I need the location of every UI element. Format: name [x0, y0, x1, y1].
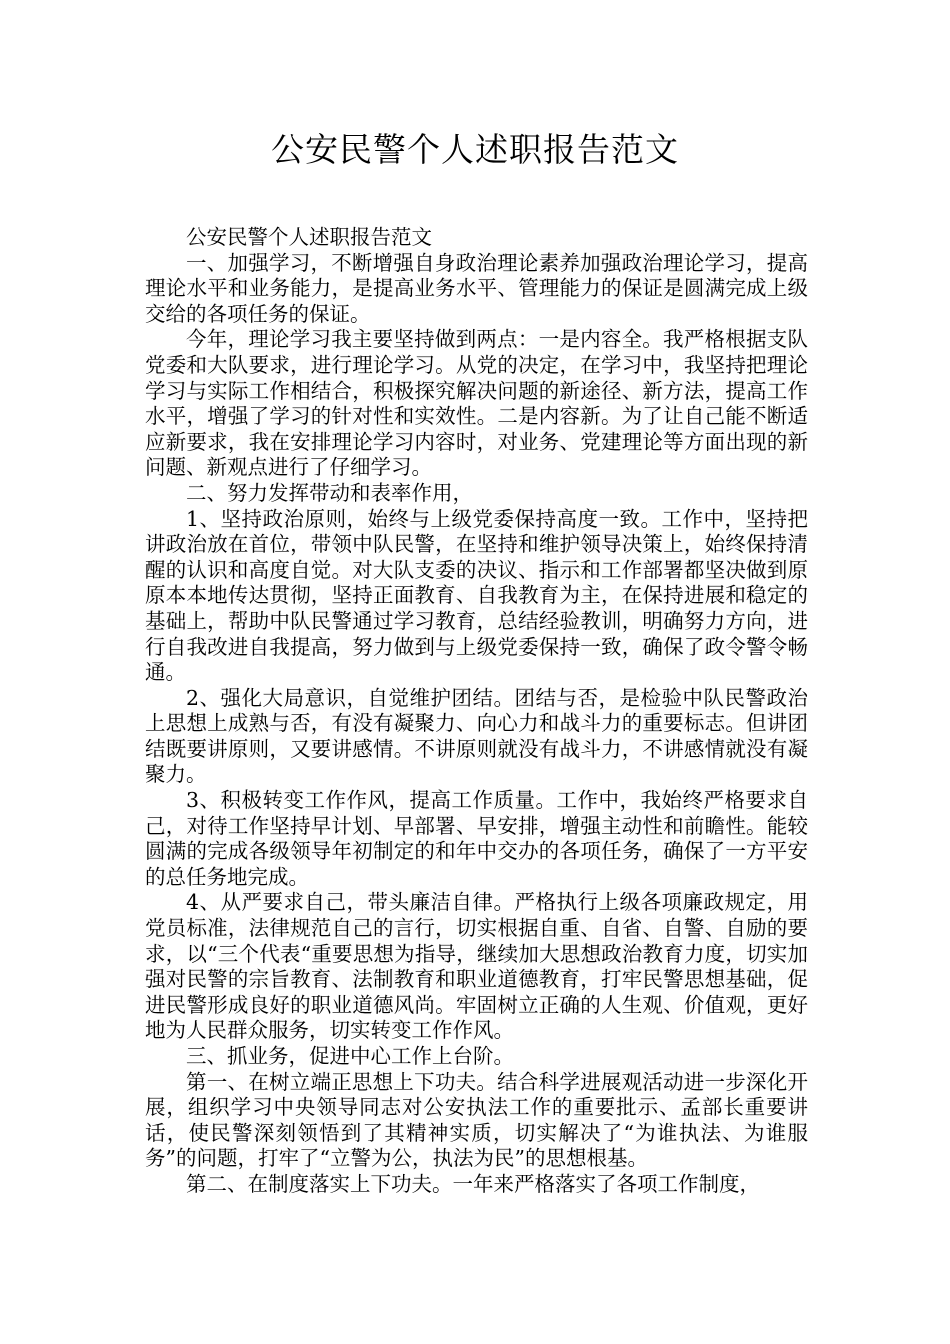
body-paragraph: 三、抓业务，促进中心工作上台阶。 [186, 1044, 514, 1068]
body-paragraph: 第一、在树立端正思想上下功夫。结合科学进展观活动进一步深化开展，组织学习中央领导同志对公安执法工作的重要批示、孟部长重要讲话，使民警深刻领悟到了其精神实质，切实解决了“为谁执法、为谁服务”的问题，打牢了“立警为公，执法为民”的思想根基。 [145, 1069, 808, 1171]
body-paragraph: 2、强化大局意识，自觉维护团结。团结与否，是检验中队民警政治上思想上成熟与否，有没有凝聚力、向心力和战斗力的重要标志。但讲团结既要讲原则，又要讲感情。不讲原则就没有战斗力，不讲感情就没有凝聚力。 [145, 685, 808, 787]
body-paragraph: 二、努力发挥带动和表率作用， [186, 480, 473, 505]
body-paragraph: 1、坚持政治原则，始终与上级党委保持高度一致。工作中，坚持把讲政治放在首位，带领中队民警，在坚持和维护领导决策上，始终保持清醒的认识和高度自觉。对大队支委的决议、指示和工作部署都坚决做到原原本本地传达贯彻，坚持正面教育、自我教育为主，在保持进展和稳定的基础上，帮助中队民警通过学习教育，总结经验教训，明确努力方向，进行自我改进自我提高，努力做到与上级党委保持一致，确保了政令警令畅通。 [145, 506, 808, 685]
body-paragraph: 3、积极转变工作作风，提高工作质量。工作中，我始终严格要求自己，对待工作坚持早计划、早部署、早安排，增强主动性和前瞻性。能较圆满的完成各级领导年初制定的和年中交办的各项任务，确保了一方平安的总任务地完成。 [145, 788, 808, 889]
body-paragraph: 4、从严要求自己，带头廉洁自律。严格执行上级各项廉政规定，用党员标准，法律规范自己的言行，切实根据自重、自省、自警、自励的要求，以“三个代表“重要思想为指导，继续加大思想政治教育力度，切实加强对民警的宗旨教育、法制教育和职业道德教育，打牢民警思想基础，促进民警形成良好的职业道德风尚。牢固树立正确的人生观、价值观，更好地为人民群众服务，切实转变工作作风。 [145, 890, 808, 1043]
body-paragraph: 一、加强学习，不断增强自身政治理论素养加强政治理论学习，提高理论水平和业务能力，是提高业务水平、管理能力的保证是圆满完成上级交给的各项任务的保证。 [145, 250, 808, 326]
body-paragraph: 公安民警个人述职报告范文 [186, 225, 432, 249]
body-paragraph: 第二、在制度落实上下功夫。一年来严格落实了各项工作制度， [186, 1171, 760, 1196]
document-title: 公安民警个人述职报告范文 [271, 130, 679, 169]
document-body [145, 225, 808, 1198]
body-paragraph: 今年，理论学习我主要坚持做到两点：一是内容全。我严格根据支队党委和大队要求，进行理论学习。从党的决定，在学习中，我坚持把理论学习与实际工作相结合，积极探究解决问题的新途径、新方法，提高工作水平，增强了学习的针对性和实效性。二是内容新。为了让自己能不断适应新要求，我在安排理论学习内容时，对业务、党建理论等方面出现的新问题、新观点进行了仔细学习。 [145, 327, 808, 480]
